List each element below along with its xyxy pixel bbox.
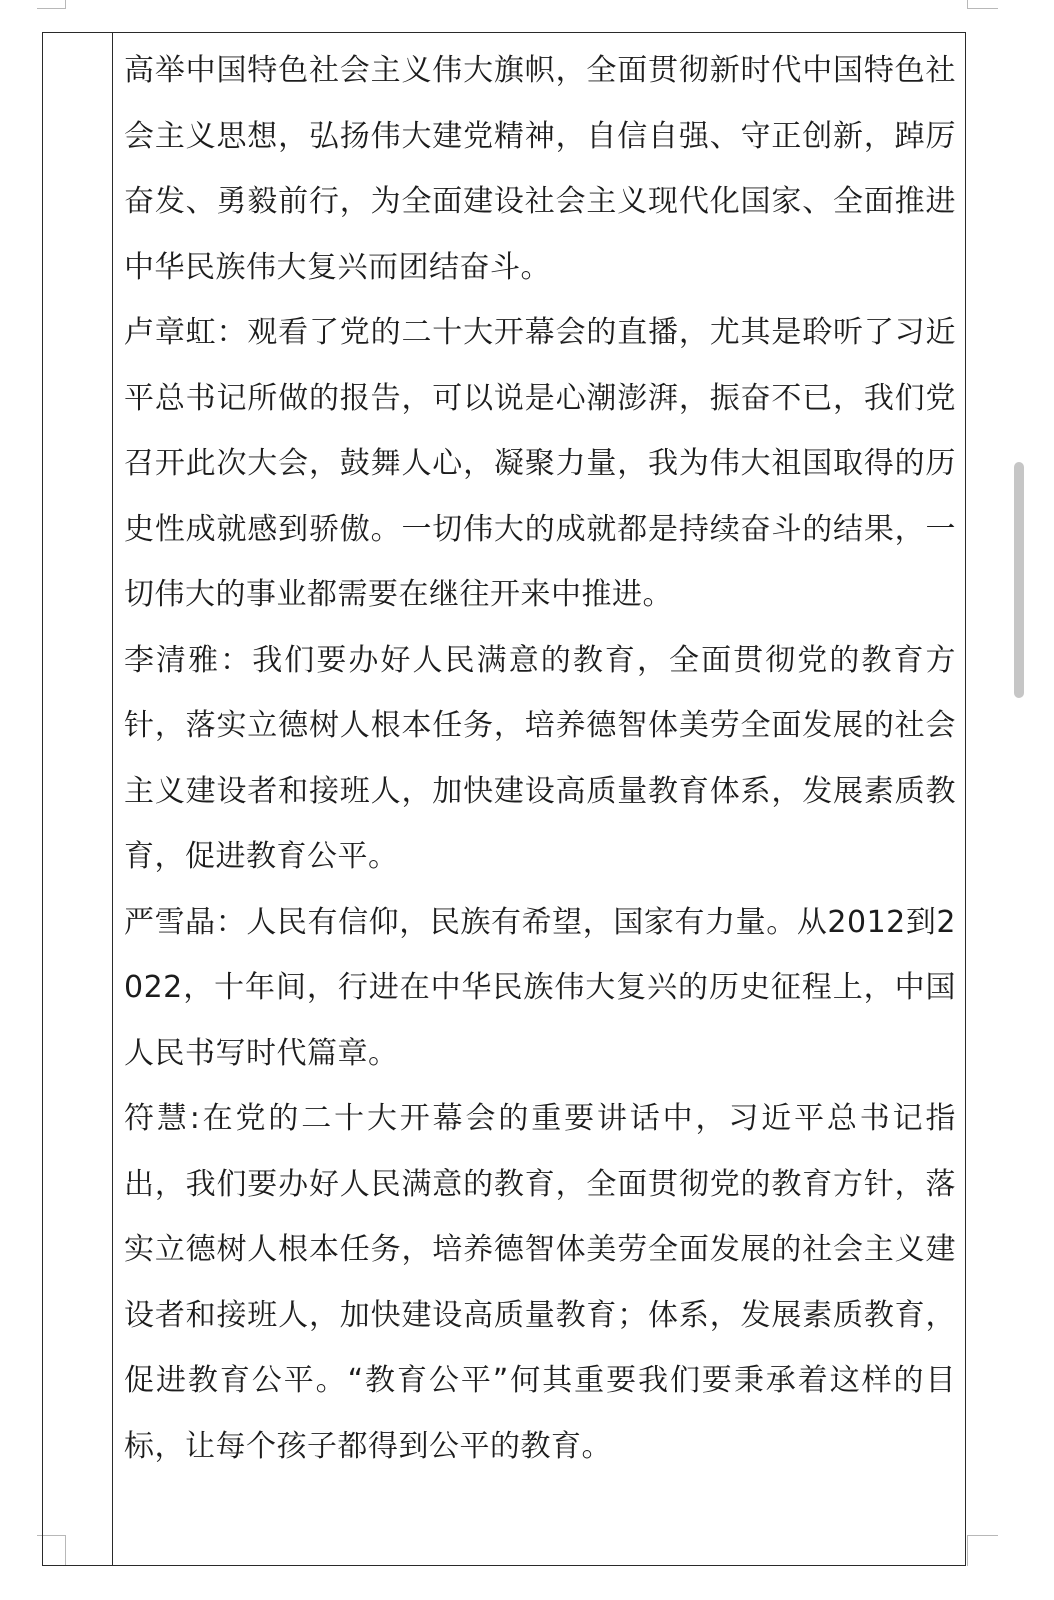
table-content-cell	[124, 38, 956, 1479]
crop-mark-bottom-right	[967, 1535, 998, 1566]
paragraph-yan-xuejing: 严雪晶：人民有信仰，民族有希望，国家有力量。从2012到2022，十年间，行进在中华民族伟大复兴的历史征程上，中国人民书写时代篇章。	[124, 904, 956, 1071]
paragraph-li-qingya: 李清雅：我们要办好人民满意的教育，全面贯彻党的教育方针，落实立德树人根本任务，培养德智体美劳全面发展的社会主义建设者和接班人，加快建设高质量教育体系，发展素质教育，促进教育公平。	[124, 642, 956, 874]
paragraph-fu-hui: 符慧:在党的二十大开幕会的重要讲话中，习近平总书记指出，我们要办好人民满意的教育，全面贯彻党的教育方针，落实立德树人根本任务，培养德智体美劳全面发展的社会主义建设者和接班人，加快建设高质量教育；体系，发展素质教育，促进教育公平。“教育公平”何其重要我们要秉承着这样的目标，让每个孩子都得到公平的教育。	[124, 1101, 956, 1464]
crop-mark-top-left	[37, 0, 66, 9]
table-left-cell	[43, 33, 111, 1565]
paragraph-lu-zhanghong: 卢章虹：观看了党的二十大开幕会的直播，尤其是聆听了习近平总书记所做的报告，可以说是心潮澎湃，振奋不已，我们党召开此次大会，鼓舞人心，凝聚力量，我为伟大祖国取得的历史性成就感到骄傲。一切伟大的成就都是持续奋斗的结果，一切伟大的事业都需要在继往开来中推进。	[124, 315, 956, 612]
scrollbar-thumb[interactable]	[1014, 462, 1024, 698]
paragraph-intro: 高举中国特色社会主义伟大旗帜，全面贯彻新时代中国特色社会主义思想，弘扬伟大建党精神，自信自强、守正创新，踔厉奋发、勇毅前行，为全面建设社会主义现代化国家、全面推进中华民族伟大复兴而团结奋斗。	[124, 53, 956, 285]
crop-mark-top-right	[967, 0, 998, 9]
table-column-divider	[112, 32, 113, 1566]
